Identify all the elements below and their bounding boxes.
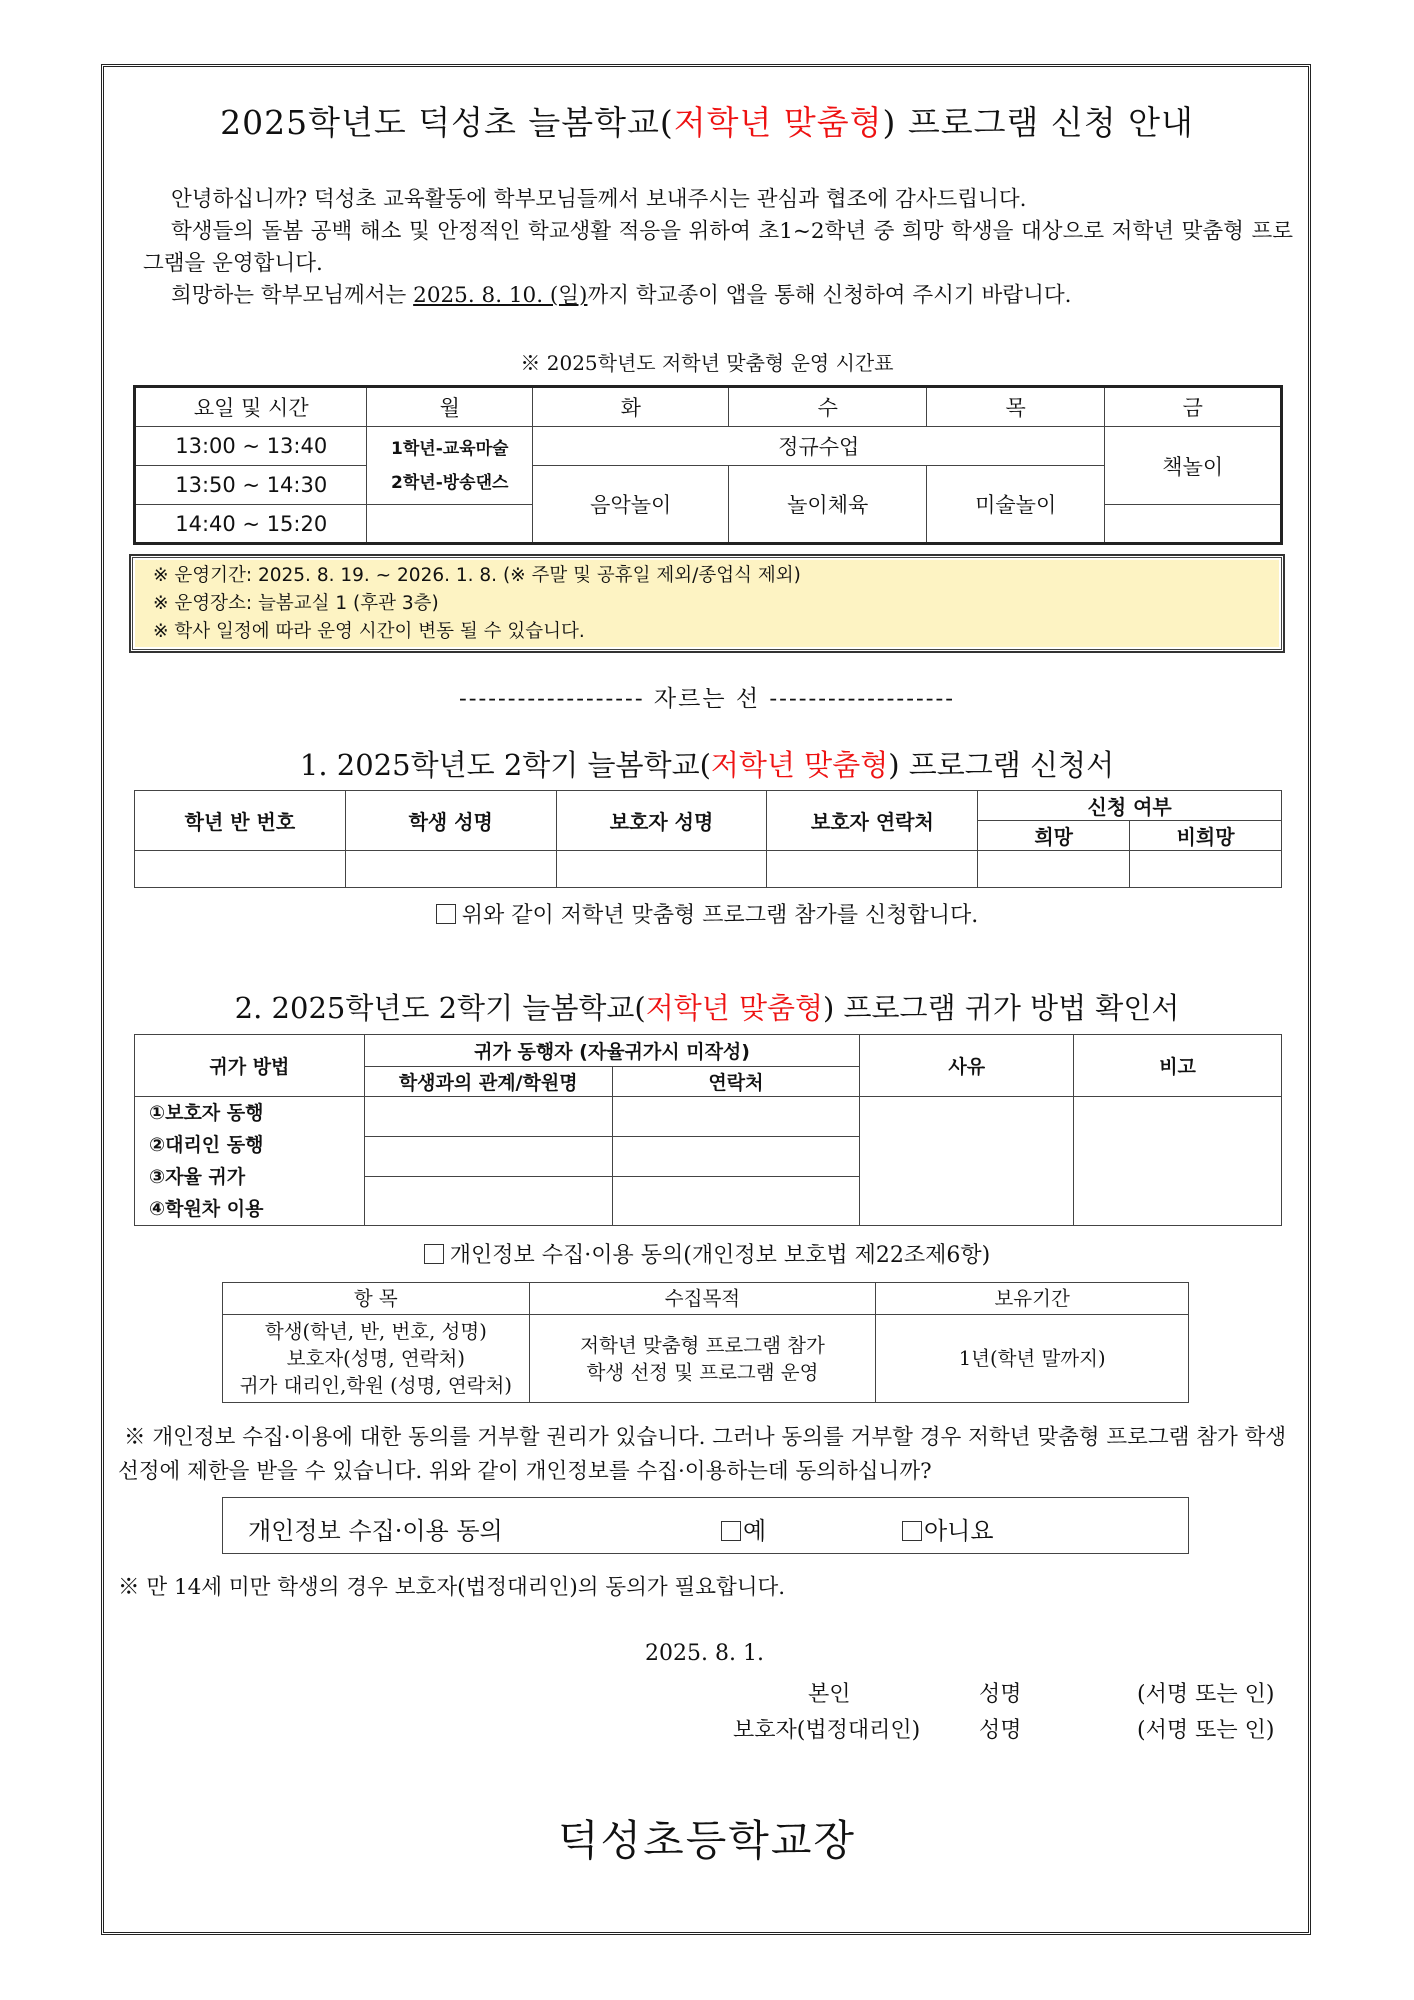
- self-label: 본인: [808, 1682, 851, 1707]
- schedule-table: [133, 385, 1283, 545]
- intro-text: [143, 184, 1293, 312]
- return-option[interactable]: ④학원차 이용: [149, 1198, 264, 1220]
- return-header: 귀가 방법: [135, 1035, 365, 1097]
- privacy-purpose: 저학년 맞춤형 프로그램 참가 학생 선정 및 프로그램 운영: [529, 1315, 876, 1403]
- intro-deadline: 희망하는 학부모님께서는 2025. 8. 10. (일)까지 학교종이 앱을 통해 신청하여 주시기 바랍니다.: [171, 283, 1072, 308]
- privacy-table: [222, 1282, 1189, 1403]
- return-option[interactable]: ①보호자 동행: [149, 1102, 264, 1124]
- section1-title: 1. 2025학년도 2학기 늘봄학교(저학년 맞춤형) 프로그램 신청서: [299, 748, 1115, 782]
- privacy-checkbox-label: 개인정보 수집·이용 동의(개인정보 보호법 제22조제6항): [449, 1243, 991, 1268]
- return-options: [135, 1097, 365, 1226]
- return-option[interactable]: ②대리인 동행: [149, 1134, 264, 1156]
- schedule-header: 요일 및 시간: [135, 387, 367, 427]
- contact-field[interactable]: [612, 1136, 860, 1176]
- schedule-mon: 1학년-교육마술 2학년-방송댄스: [367, 427, 533, 505]
- consent-label: 개인정보 수집·이용 동의: [248, 1517, 503, 1545]
- privacy-checkbox[interactable]: [424, 1244, 444, 1264]
- principal-title: 덕성초등학교장: [557, 1816, 856, 1865]
- schedule-empty-cell: [367, 505, 533, 544]
- guardian-contact-field[interactable]: [767, 851, 978, 888]
- schedule-time: 13:50 ~ 14:30: [135, 466, 367, 505]
- application-subheader: 희망: [978, 821, 1130, 851]
- contact-field[interactable]: [612, 1176, 860, 1225]
- note-field[interactable]: [1074, 1097, 1282, 1226]
- relation-field[interactable]: [364, 1136, 612, 1176]
- schedule-fri: 책놀이: [1105, 427, 1282, 505]
- privacy-header: 보유기간: [876, 1283, 1189, 1315]
- return-header: 사유: [860, 1035, 1074, 1097]
- application-checkbox-row: [0, 898, 1414, 929]
- relation-field[interactable]: [364, 1097, 612, 1137]
- return-option[interactable]: ③자율 귀가: [149, 1166, 246, 1188]
- guardian-label: 보호자(법정대리인): [733, 1718, 921, 1743]
- application-checkbox-label: 위와 같이 저학년 맞춤형 프로그램 참가를 신청합니다.: [461, 903, 979, 928]
- schedule-time: 14:40 ~ 15:20: [135, 505, 367, 544]
- apply-no-field[interactable]: [1130, 851, 1282, 888]
- consent-yes[interactable]: 예: [721, 1511, 766, 1546]
- return-header: 귀가 동행자 (자율귀가시 미작성): [364, 1035, 860, 1067]
- consent-no-checkbox[interactable]: [902, 1521, 922, 1541]
- guardian-sign-label[interactable]: (서명 또는 인): [1137, 1718, 1275, 1743]
- guardian-name-label: 성명: [979, 1718, 1022, 1743]
- apply-yes-field[interactable]: [978, 851, 1130, 888]
- notice-line: ※ 학사 일정에 따라 운영 시간이 변동 될 수 있습니다.: [153, 621, 585, 642]
- application-header: 보호자 성명: [556, 791, 767, 851]
- privacy-note: ※ 개인정보 수집·이용에 대한 동의를 거부할 권리가 있습니다. 그러나 동의를 거부할 경우 저학년 맞춤형 프로그램 참가 학생 선정에 제한을 받을 수 있습니다. 위와 같이 개인정보를 수집·이용하는데 동의하십니까?: [118, 1425, 1287, 1484]
- application-header: 학년 반 번호: [135, 791, 346, 851]
- operation-notice: [132, 557, 1282, 650]
- return-subheader: 학생과의 관계/학원명: [364, 1067, 612, 1097]
- application-subheader: 비희망: [1130, 821, 1282, 851]
- age-note: ※ 만 14세 미만 학생의 경우 보호자(법정대리인)의 동의가 필요합니다.: [118, 1575, 786, 1600]
- notice-line: ※ 운영기간: 2025. 8. 19. ~ 2026. 1. 8. (※ 주말 및 공휴일 제외/종업식 제외): [153, 565, 801, 586]
- document-title: 2025학년도 덕성초 늘봄학교(저학년 맞춤형) 프로그램 신청 안내: [220, 103, 1194, 142]
- application-table: [134, 790, 1282, 888]
- schedule-wed: 놀이체육: [729, 466, 926, 544]
- signature-date: 2025. 8. 1.: [645, 1641, 764, 1666]
- schedule-caption: ※ 2025학년도 저학년 맞춤형 운영 시간표: [520, 351, 894, 375]
- consent-box: [222, 1497, 1189, 1554]
- privacy-period: 1년(학년 말까지): [876, 1315, 1189, 1403]
- schedule-header: 금: [1105, 387, 1282, 427]
- contact-field[interactable]: [612, 1097, 860, 1137]
- guardian-name-field[interactable]: [556, 851, 767, 888]
- application-header: 학생 성명: [345, 791, 556, 851]
- return-subheader: 연락처: [612, 1067, 860, 1097]
- intro-paragraph: 안녕하십니까? 덕성초 교육활동에 학부모님들께서 보내주시는 관심과 협조에 감사드립니다.: [171, 187, 1027, 212]
- schedule-empty-cell: [1105, 505, 1282, 544]
- privacy-checkbox-row: [0, 1238, 1414, 1269]
- intro-paragraph: 학생들의 돌봄 공백 해소 및 안정적인 학교생활 적응을 위하여 초1~2학년 중 희망 학생을 대상으로 저학년 맞춤형 프로그램을 운영합니다.: [143, 219, 1293, 276]
- return-method-table: [134, 1034, 1282, 1226]
- application-header: 신청 여부: [978, 791, 1282, 821]
- consent-no[interactable]: 아니요: [902, 1511, 994, 1546]
- self-name-label: 성명: [979, 1682, 1022, 1707]
- schedule-tue: 음악놀이: [533, 466, 729, 544]
- relation-field[interactable]: [364, 1176, 612, 1225]
- section2-title: 2. 2025학년도 2학기 늘봄학교(저학년 맞춤형) 프로그램 귀가 방법 확인서: [234, 991, 1180, 1025]
- return-header: 비고: [1074, 1035, 1282, 1097]
- application-checkbox[interactable]: [436, 904, 456, 924]
- schedule-header: 화: [533, 387, 729, 427]
- grade-class-number-field[interactable]: [135, 851, 346, 888]
- schedule-header: 목: [926, 387, 1105, 427]
- privacy-items: 학생(학년, 반, 번호, 성명) 보호자(성명, 연락처) 귀가 대리인,학원 (성명, 연락처): [223, 1315, 530, 1403]
- schedule-time: 13:00 ~ 13:40: [135, 427, 367, 466]
- schedule-thu: 미술놀이: [926, 466, 1105, 544]
- student-name-field[interactable]: [345, 851, 556, 888]
- consent-yes-checkbox[interactable]: [721, 1521, 741, 1541]
- notice-line: ※ 운영장소: 늘봄교실 1 (후관 3층): [153, 593, 439, 614]
- application-header: 보호자 연락처: [767, 791, 978, 851]
- schedule-regular-class: 정규수업: [533, 427, 1105, 466]
- schedule-header: 월: [367, 387, 533, 427]
- schedule-header: 수: [729, 387, 926, 427]
- reason-field[interactable]: [860, 1097, 1074, 1226]
- privacy-header: 항 목: [223, 1283, 530, 1315]
- cut-line: ------------------- 자르는 선 -------------------: [458, 686, 956, 712]
- self-sign-label[interactable]: (서명 또는 인): [1137, 1682, 1275, 1707]
- privacy-header: 수집목적: [529, 1283, 876, 1315]
